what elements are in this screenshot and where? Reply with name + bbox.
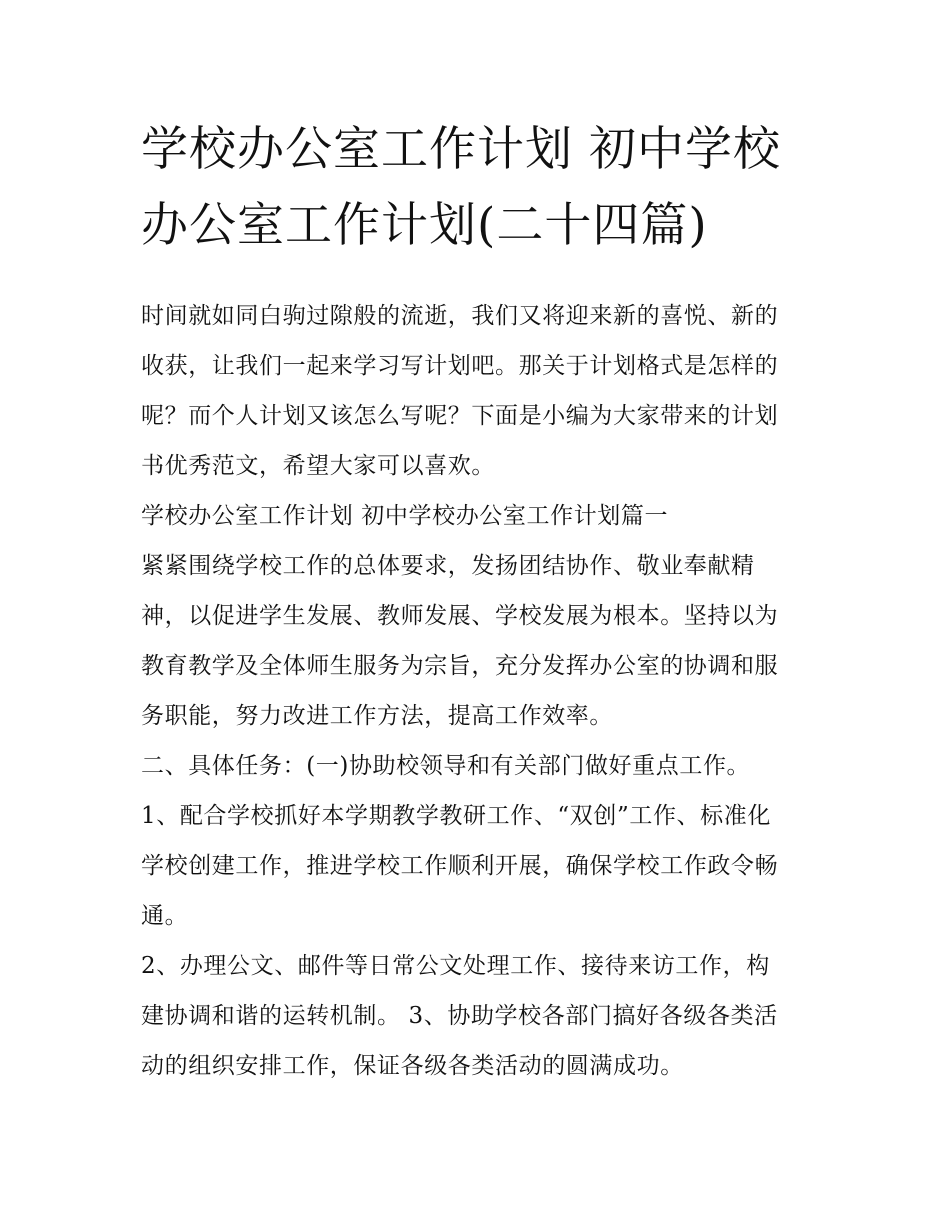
task-item-2 <box>141 941 813 1091</box>
document-page <box>141 112 813 1091</box>
text-line: 建协调和谐的运转机制。 3、协助学校各部门搞好各级各类活 <box>141 1003 778 1029</box>
text-line: 紧紧围绕学校工作的总体要求，发扬团结协作、敬业奉献精 <box>141 553 755 579</box>
text-line: 务职能，努力改进工作方法，提高工作效率。 <box>141 703 613 729</box>
intro-paragraph <box>141 291 813 491</box>
text-line: 通。 <box>141 903 189 929</box>
text-line: 动的组织安排工作，保证各级各类活动的圆满成功。 <box>141 1053 684 1079</box>
text-line: 学校创建工作，推进学校工作顺利开展，确保学校工作政令畅 <box>141 853 779 879</box>
text-line: 二、具体任务：(一)协助校领导和有关部门做好重点工作。 <box>141 753 751 779</box>
title-line: 办公室工作计划(二十四篇) <box>141 198 708 253</box>
text-line: 书优秀范文，希望大家可以喜欢。 <box>141 453 495 479</box>
text-line: 学校办公室工作计划 初中学校办公室工作计划篇一 <box>141 503 669 529</box>
section-heading <box>141 491 813 541</box>
task-heading <box>141 741 813 791</box>
text-line: 1、配合学校抓好本学期教学教研工作、“双创”工作、标准化 <box>141 803 771 829</box>
text-line: 收获，让我们一起来学习写计划吧。那关于计划格式是怎样的 <box>141 353 779 379</box>
document-title <box>141 112 813 264</box>
text-line: 2、办理公文、邮件等日常公文处理工作、接待来访工作，构 <box>141 953 770 979</box>
text-line: 时间就如同白驹过隙般的流逝，我们又将迎来新的喜悦、新的 <box>141 303 779 329</box>
text-line: 神，以促进学生发展、教师发展、学校发展为根本。坚持以为 <box>141 603 779 629</box>
task-item-1 <box>141 791 813 941</box>
text-line: 呢？而个人计划又该怎么写呢？下面是小编为大家带来的计划 <box>141 403 779 429</box>
title-line: 学校办公室工作计划 初中学校 <box>141 122 781 177</box>
body-paragraph <box>141 541 813 741</box>
text-line: 教育教学及全体师生服务为宗旨，充分发挥办公室的协调和服 <box>141 653 779 679</box>
